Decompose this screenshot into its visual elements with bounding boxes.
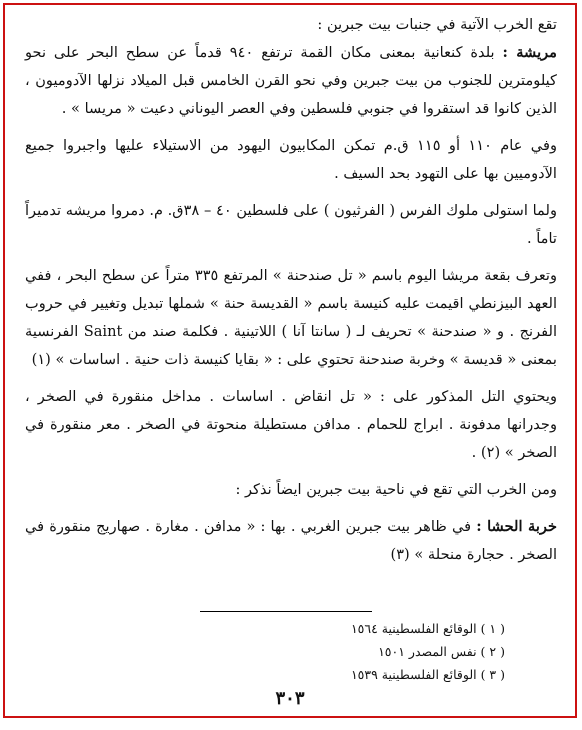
- page-number: ٣٠٣: [275, 688, 305, 709]
- entry-heading: مريشة :: [502, 44, 557, 61]
- entry-text: بلدة كنعانية بمعنى مكان القمة ترتفع ٩٤٠ قدماً عن سطح البحر على نحو كيلومترين للجنوب من بيت جبرين وفي نحو القرن الخامس قبل الميلاد نزلها الآدوميون ، الذين كانوا قد استقروا في جنوبي فلسطين وفي العصر اليوناني دعيت « مريسا » .: [25, 44, 557, 117]
- intro-line: تقع الخرب الآتية في جنبات بيت جبرين :: [317, 16, 557, 33]
- entry-text: في ظاهر بيت جبرين الغربي . بها : « مدافن . مغارة . صهاريج منقورة في الصخر . حجارة منحلة » (٣): [25, 518, 557, 563]
- entry-heading: خربة الحشا :: [476, 518, 557, 535]
- footnote: ( ٣ ) الوقائع الفلسطينية ١٥٣٩: [350, 667, 505, 682]
- paragraph: ويحتوي التل المذكور على : « تل انقاض . اساسات . مداخل منقورة في الصخر ، وجدرانها مدفونة . ابراج للحمام . مدافن مستطيلة منحوتة في الصخر . معر منقورة في الصخر » (٢) .: [25, 388, 557, 461]
- paragraph: ولما استولى ملوك الفرس ( الفرثيون ) على فلسطين ٤٠ – ٣٨ق. م. دمروا مريشه تدميراً تاماً .: [25, 202, 557, 247]
- paragraph: ومن الخرب التي تقع في ناحية بيت جبرين ايضاً نذكر :: [235, 481, 557, 498]
- paragraph: وتعرف بقعة مريشا اليوم باسم « تل صندحنة » المرتفع ٣٣٥ متراً عن سطح البحر ، ففي العهد البيزنطي اقيمت عليه كنيسة باسم « القديسة حنة » شملها تبديل وتغيير في حروب الفرنج . و « صندحنة » تحريف لـ ( سانتا آنا ) اللاتينية . فكلمة صند من Saint الفرنسية بمعنى « قديسة » وخربة صندحنة تحتوي على : « بقايا كنيسة ذات حنية . اساسات » (١): [25, 267, 558, 368]
- entry-mareesha: [25, 39, 557, 123]
- book-page: [3, 3, 577, 718]
- footnote-divider: [200, 611, 372, 612]
- footnote: ( ١ ) الوقائع الفلسطينية ١٥٦٤: [350, 621, 505, 636]
- footnote: ( ٢ ) نفس المصدر ١٥٠١: [378, 644, 505, 659]
- paragraph: وفي عام ١١٠ أو ١١٥ ق.م تمكن المكابيون اليهود من الاستيلاء عليها واجبروا جميع الآدوميين بها على التهود بحد السيف .: [25, 137, 557, 182]
- entry-khirbet-hasha: [25, 513, 557, 569]
- page-body: [25, 11, 557, 578]
- footnotes: [25, 617, 505, 686]
